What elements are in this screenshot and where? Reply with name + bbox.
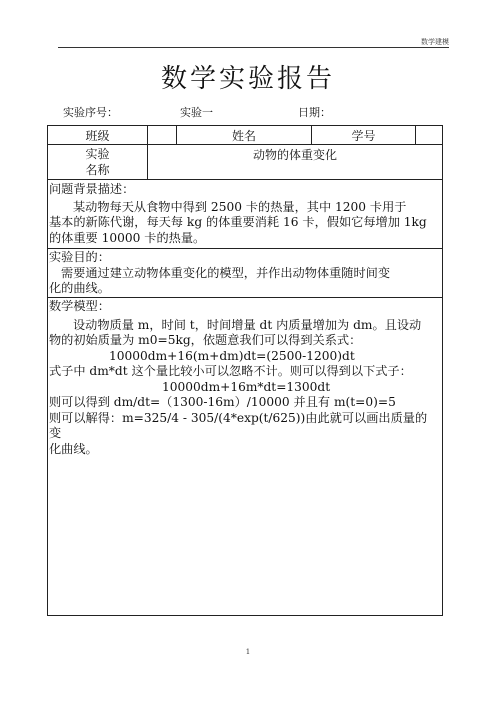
model-line5: 则可以解得：m=325/4 - 305/(4*exp(t/625))由此就可以画出质量的变: [49, 410, 428, 440]
model-equation-1: 10000dm+16(m+dm)dt=(2500-1200)dt: [109, 348, 355, 363]
background-heading: 问题背景描述：: [49, 182, 135, 196]
date-label: 日期：: [298, 106, 331, 119]
background-section: [49, 182, 438, 246]
student-id-value-cell: [416, 126, 442, 144]
model-line3: 式子中 dm*dt 这个量比较小可以忽略不计。则可以得到以下式子：: [49, 364, 412, 378]
info-row: [48, 126, 442, 145]
purpose-heading: 实验目的：: [49, 250, 110, 264]
exp-name-value-cell: [148, 145, 442, 179]
model-heading: 数学模型：: [49, 299, 110, 313]
exp-name-label-line2: 名称: [85, 163, 110, 177]
exp-name-value: 动物的体重变化: [252, 148, 337, 162]
report-table: [47, 125, 443, 616]
purpose-line2: 化的曲线。: [49, 281, 110, 295]
seq-value: 实验一: [180, 106, 213, 119]
name-label-cell: [177, 126, 312, 144]
model-section: [49, 299, 438, 457]
background-line3: 的体重要 10000 卡的热量。: [49, 230, 206, 245]
background-row: [48, 180, 442, 249]
exp-name-row: [48, 145, 442, 180]
exp-name-label-line1: 实验: [85, 147, 110, 161]
model-equation-2: 10000dm+16m*dt=1300dt: [162, 379, 331, 394]
class-value-cell: [148, 126, 177, 144]
student-id-label-cell: [312, 126, 416, 144]
student-id-label: 学号: [351, 129, 376, 143]
header-rule: [58, 47, 449, 48]
page-number: 1: [245, 648, 251, 656]
model-row: [48, 298, 442, 615]
class-label-cell: [48, 126, 148, 144]
model-line1: 设动物质量 m，时间 t，时间增量 dt 内质量增加为 dm。且设动: [73, 317, 422, 332]
seq-label: 实验序号：: [63, 106, 118, 119]
model-line6: 化曲线。: [49, 441, 98, 456]
class-label: 班级: [85, 129, 110, 143]
purpose-line1: 需要通过建立动物体重变化的模型，并作出动物体重随时间变: [61, 265, 391, 280]
purpose-section: [49, 250, 438, 297]
name-label: 姓名: [231, 129, 256, 143]
page-title: 数学实验报告: [160, 64, 335, 94]
purpose-row: [48, 249, 442, 298]
running-header: 数学建模: [421, 38, 449, 46]
model-line2: 物的初始质量为 m0=5kg，依题意我们可以得到关系式：: [49, 333, 362, 347]
background-line2: 基本的新陈代谢，每天每 kg 的体重要消耗 16 卡，假如它每增加 1kg: [49, 215, 427, 229]
model-line4: 则可以得到 dm/dt=（1300-16m）/10000 并且有 m(t=0)=5: [49, 395, 396, 409]
exp-name-label-cell: [48, 145, 148, 179]
background-line1: 某动物每天从食物中得到 2500 卡的热量，其中 1200 卡用于: [73, 199, 407, 214]
